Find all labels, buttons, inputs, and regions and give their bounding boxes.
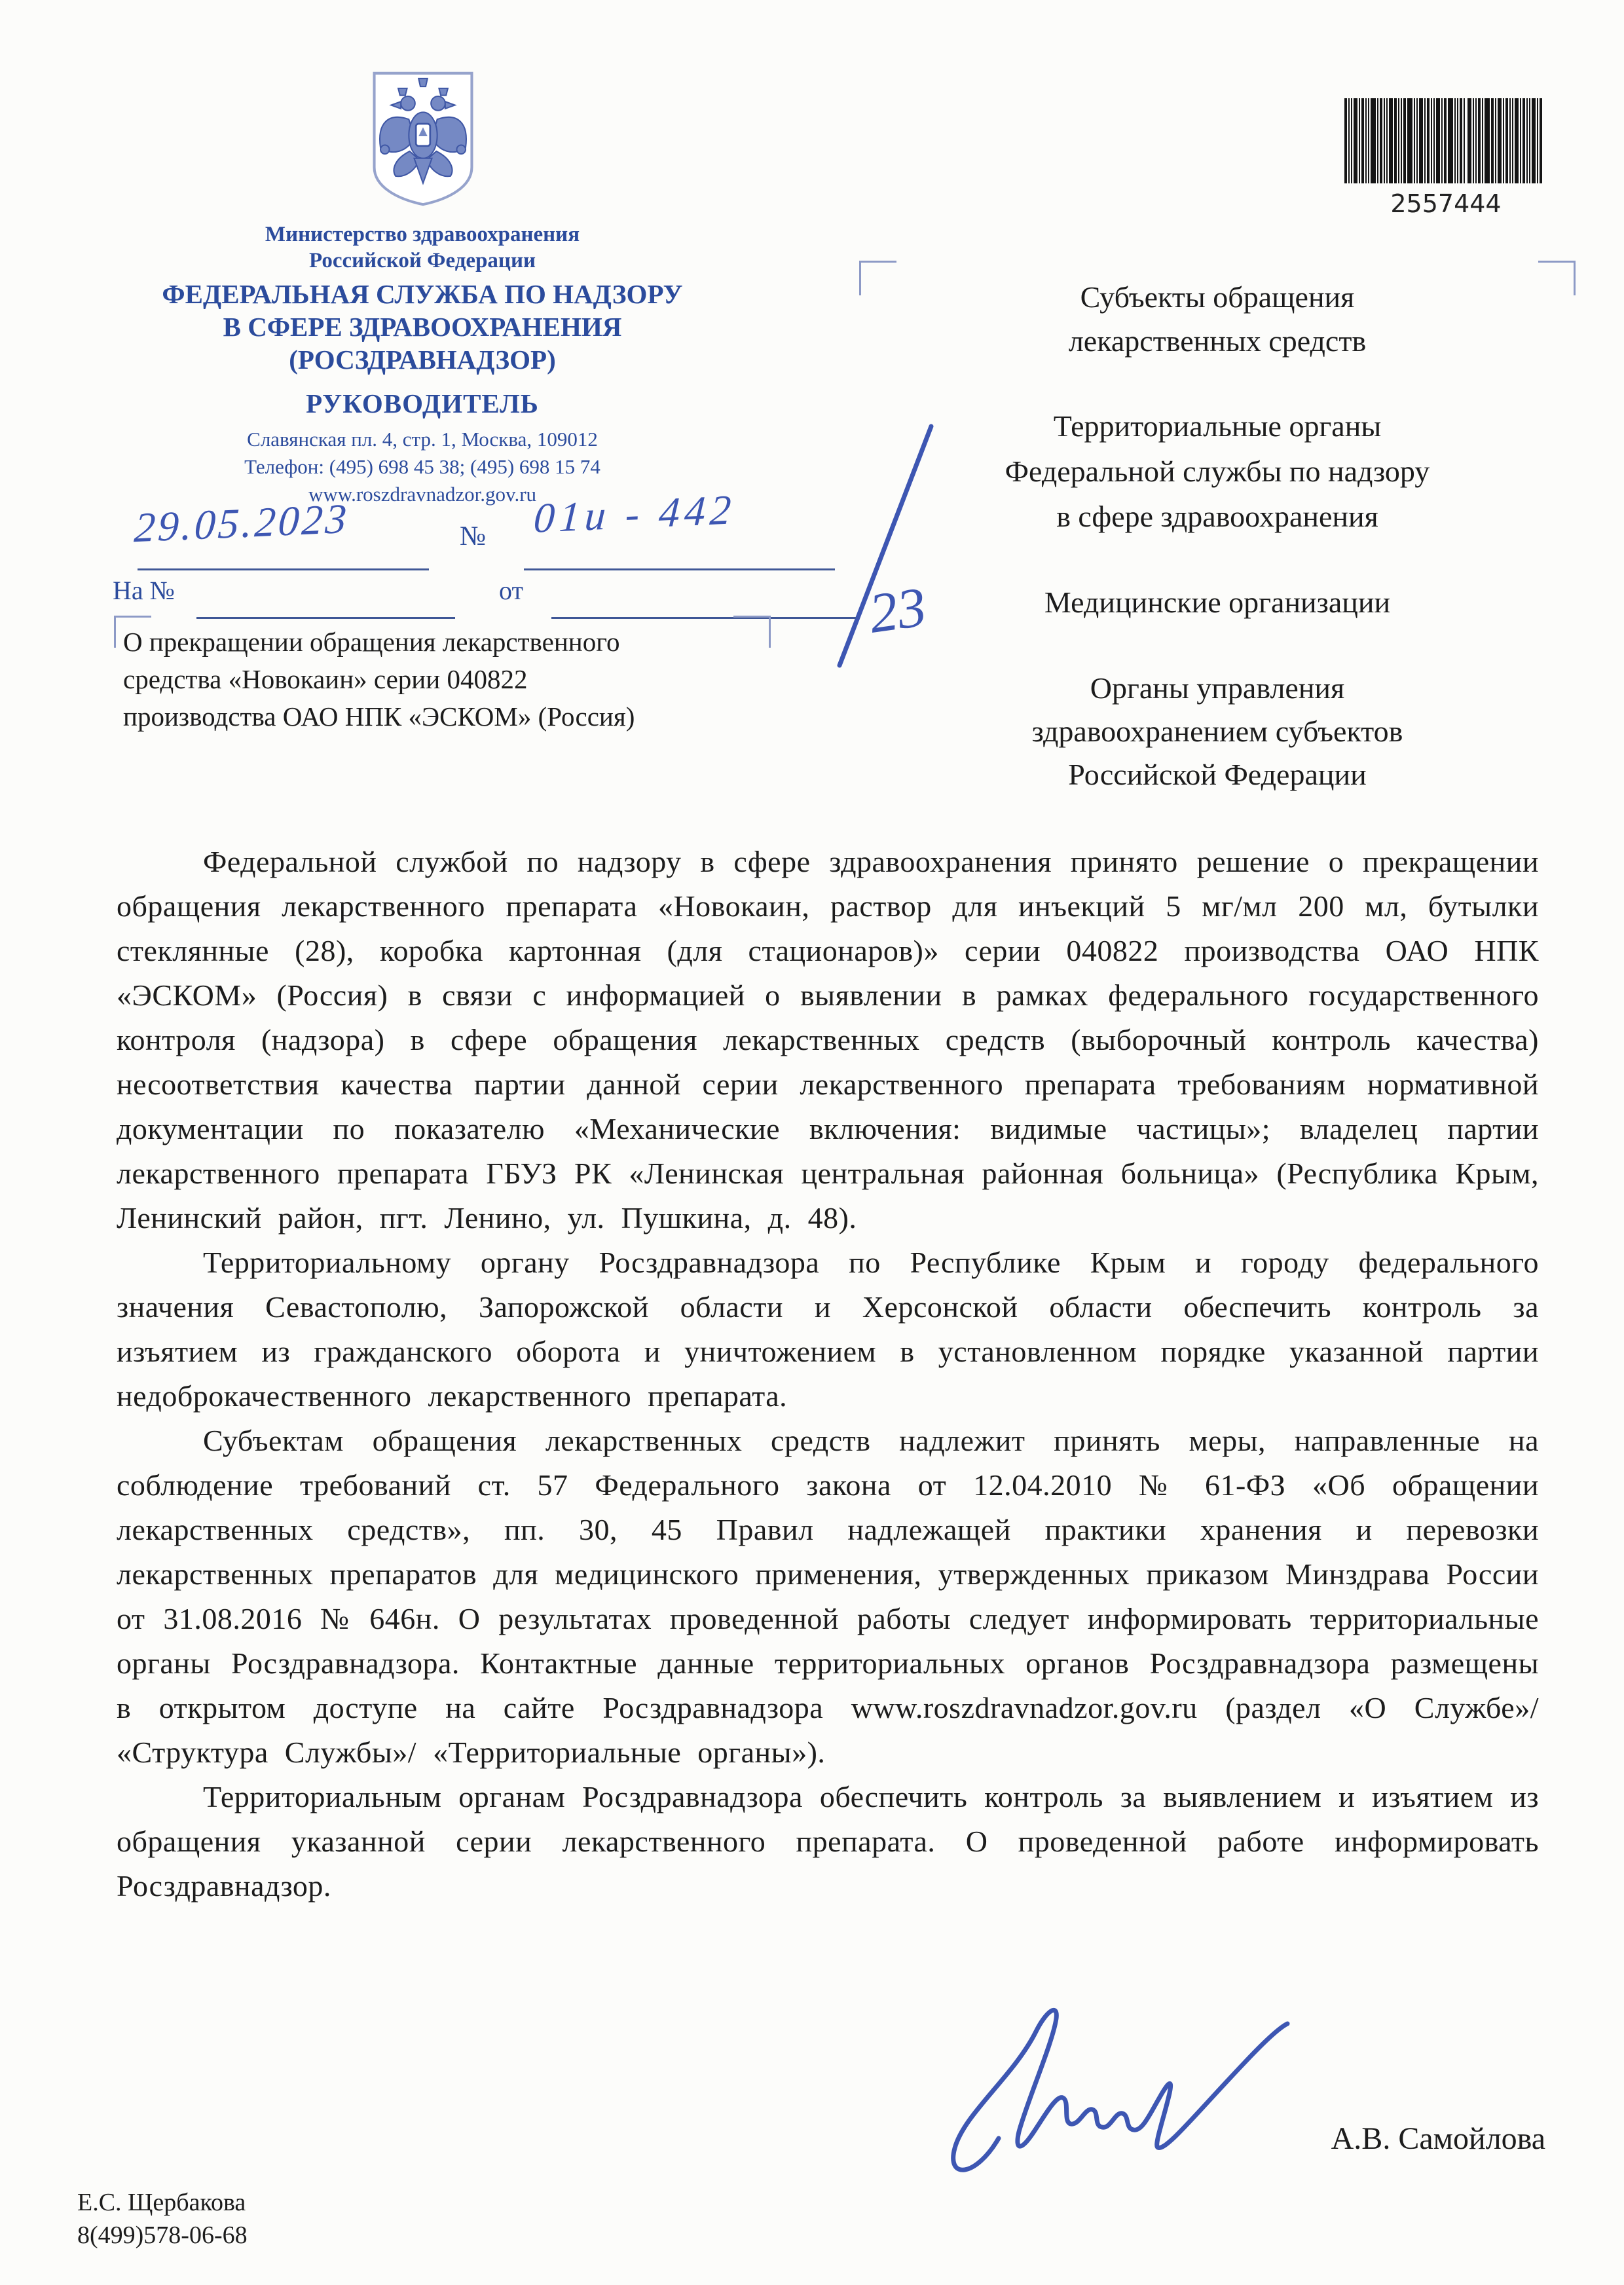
reply-number-label: На № bbox=[113, 576, 175, 605]
recipient-line: Российской Федерации bbox=[1068, 758, 1367, 791]
subject-line-2: средства «Новокаин» серии 040822 bbox=[123, 664, 528, 694]
recipient-line: лекарственных средств bbox=[1068, 324, 1367, 358]
body-paragraph-1: Федеральной службой по надзору в сфере здравоохранения принято решение о прекращении обращения лекарственного препарата «Новокаин, раствор для инъекций 5 мг/мл 200 мл, бутылки стеклянные (28), коробка картонная (для стационаров)» серии 040822 производства ОАО НПК «ЭСКОМ» (Россия) в связи с информацией о выявлении в рамках федерального государственного контроля (надзора) в сфере обращения лекарственных средств (выборочный контроль качества) несоответствия качества партии данной серии лекарственного препарата требованиям нормативной документации по показателю «Механические включения: видимые частицы»; владелец партии лекарственного препарата ГБУЗ РК «Ленинская центральная районная больница» (Республика Крым, Ленинский район, пгт. Ленино, ул. Пушкина, д. 48). bbox=[117, 845, 1539, 1235]
service-name bbox=[105, 278, 740, 376]
ministry-line-1: Министерство здравоохранения bbox=[265, 223, 580, 246]
number-underline bbox=[524, 568, 835, 570]
registration-barcode bbox=[1342, 98, 1549, 218]
number-sign: № bbox=[460, 521, 487, 551]
letterhead-phone: Телефон: (495) 698 45 38; (495) 698 15 74 bbox=[244, 455, 600, 478]
letterhead-address: Славянская пл. 4, стр. 1, Москва, 109012 bbox=[247, 428, 598, 451]
service-line-3: (РОСЗДРАВНАДЗОР) bbox=[289, 344, 556, 375]
letter-subject bbox=[123, 623, 762, 735]
recipients-block bbox=[863, 261, 1572, 798]
recipient-subjects-of-circulation bbox=[863, 275, 1572, 363]
recipient-line: Субъекты обращения bbox=[1080, 280, 1355, 314]
body-paragraph-2: Территориальному органу Росздравнадзора по Республике Крым и городу федерального значения Севастополю, Запорожской области и Херсонской области обеспечить контроль за изъятием из гражданского оборота и уничтожением в установленном порядке указанной партии недоброкачественного лекарственного препарата. bbox=[117, 1246, 1539, 1413]
ministry-line-2: Российской Федерации bbox=[309, 249, 536, 272]
handwritten-outgoing-number: 01и - 442 bbox=[532, 486, 737, 542]
reply-number-underline bbox=[196, 617, 455, 619]
signer-position-title: РУКОВОДИТЕЛЬ bbox=[306, 388, 539, 418]
reply-date-underline bbox=[551, 617, 856, 619]
coat-of-arms-icon bbox=[365, 63, 481, 215]
recipient-medical-organizations bbox=[863, 580, 1572, 624]
executor-block bbox=[77, 2186, 248, 2252]
recipient-line: Федеральной службы по надзору bbox=[1005, 455, 1430, 488]
recipient-line: Территориальные органы bbox=[1053, 409, 1382, 443]
ministry-name bbox=[131, 221, 714, 274]
executor-phone: 8(499)578-06-68 bbox=[77, 2221, 248, 2249]
barcode-number: 2557444 bbox=[1390, 189, 1502, 218]
service-line-1: ФЕДЕРАЛЬНАЯ СЛУЖБА ПО НАДЗОРУ bbox=[162, 279, 683, 309]
service-line-2: В СФЕРЕ ЗДРАВООХРАНЕНИЯ bbox=[223, 312, 622, 342]
signer-name: А.В. Самойлова bbox=[1331, 2121, 1545, 2156]
body-paragraph-4: Территориальным органам Росздравнадзора обеспечить контроль за выявлением и изъятием из обращения указанной серии лекарственного препарата. О проведенной работе информировать Росздравнадзор. bbox=[117, 1780, 1539, 1903]
subject-line-1: О прекращении обращения лекарственного bbox=[123, 627, 620, 657]
recipient-line: Органы управления bbox=[1090, 671, 1345, 705]
recipient-health-authorities bbox=[863, 667, 1572, 796]
handwritten-signature bbox=[936, 1991, 1316, 2187]
executor-name: Е.С. Щербакова bbox=[77, 2189, 246, 2216]
svg-text:23: 23 bbox=[865, 574, 930, 645]
letter-body bbox=[117, 840, 1539, 1908]
recipient-territorial-bodies bbox=[863, 403, 1572, 539]
recipient-line: в сфере здравоохранения bbox=[1056, 500, 1378, 533]
barcode-bars bbox=[1344, 98, 1547, 183]
letterhead-website: www.roszdravnadzor.gov.ru bbox=[308, 483, 537, 506]
reply-date-label: от bbox=[499, 576, 523, 605]
subject-line-3: производства ОАО НПК «ЭСКОМ» (Россия) bbox=[123, 701, 635, 732]
recipient-line: здравоохранением субъектов bbox=[1031, 715, 1403, 748]
body-paragraph-3: Субъектам обращения лекарственных средств надлежит принять меры, направленные на соблюдение требований ст. 57 Федерального закона от 12.04.2010 № 61-ФЗ «Об обращении лекарственных средств», пп. 30, 45 Правил надлежащей практики хранения и перевозки лекарственных препаратов для медицинского применения, утвержденных приказом Минздрава России от 31.08.2016 № 646н. О результатах проведенной работы следует информировать территориальные органы Росздравнадзора. Контактные данные территориальных органов Росздравнадзора размещены в открытом доступе на сайте Росздравнадзора www.roszdravnadzor.gov.ru (раздел «О Службе»/ «Структура Службы»/ «Территориальные органы»). bbox=[117, 1424, 1539, 1769]
date-underline bbox=[138, 568, 429, 570]
handwritten-date: 29.05.2023 bbox=[133, 494, 351, 551]
recipient-line: Медицинские организации bbox=[1044, 585, 1391, 619]
